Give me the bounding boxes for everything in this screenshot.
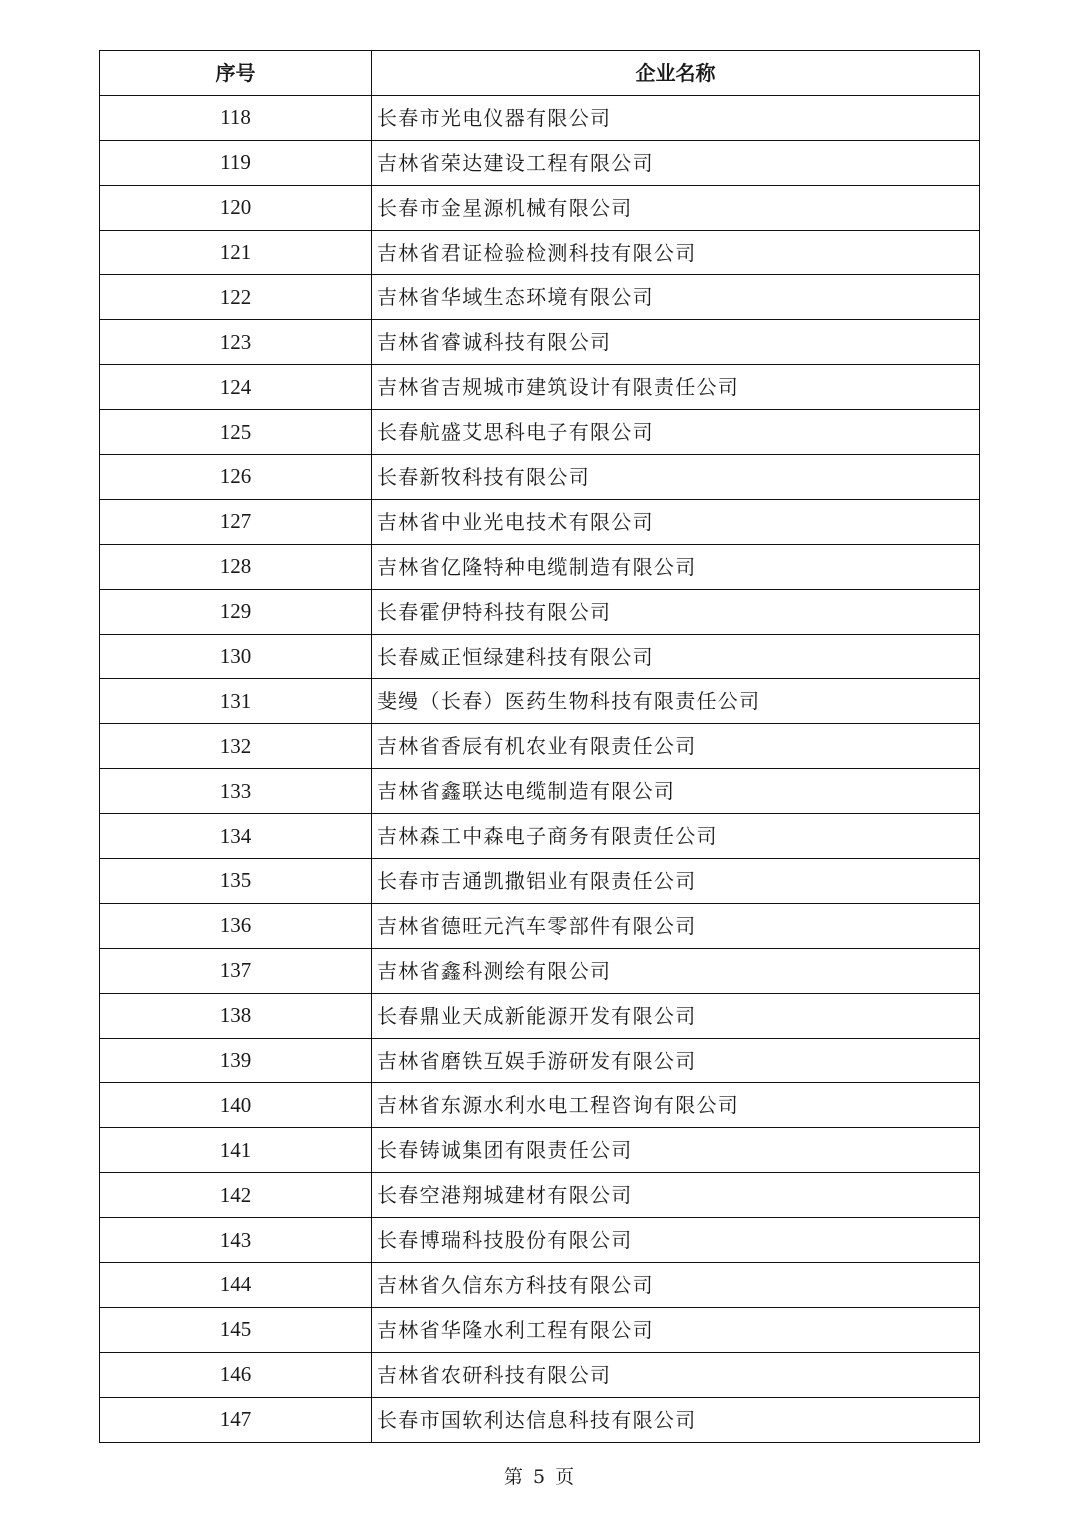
row-seq: 119 [100,140,372,185]
row-company-name: 吉林省华域生态环境有限公司 [372,275,980,320]
row-seq: 129 [100,589,372,634]
row-company-name: 吉林省君证检验检测科技有限公司 [372,230,980,275]
row-company-name: 长春霍伊特科技有限公司 [372,589,980,634]
table-row [100,1038,980,1083]
row-company-name: 长春市光电仪器有限公司 [372,95,980,140]
row-seq: 142 [100,1173,372,1218]
row-seq: 132 [100,724,372,769]
row-company-name: 吉林省磨铁互娱手游研发有限公司 [372,1038,980,1083]
table-row [100,185,980,230]
table-row [100,275,980,320]
table-row [100,634,980,679]
row-company-name: 吉林省农研科技有限公司 [372,1352,980,1397]
table-row [100,1083,980,1128]
row-company-name: 吉林省华隆水利工程有限公司 [372,1307,980,1352]
row-company-name: 吉林省香辰有机农业有限责任公司 [372,724,980,769]
table-row [100,903,980,948]
row-company-name: 长春空港翔城建材有限公司 [372,1173,980,1218]
table-row [100,589,980,634]
table-row [100,365,980,410]
table-row [100,769,980,814]
row-seq: 144 [100,1263,372,1308]
table-row [100,410,980,455]
table-header-row [100,51,980,96]
table-row [100,1128,980,1173]
row-seq: 124 [100,365,372,410]
row-company-name: 长春市吉通凯撒铝业有限责任公司 [372,859,980,904]
row-company-name: 斐缦（长春）医药生物科技有限责任公司 [372,679,980,724]
table-row [100,1218,980,1263]
table-row [100,1173,980,1218]
table-row [100,1307,980,1352]
table-row [100,993,980,1038]
table-row [100,455,980,500]
row-seq: 120 [100,185,372,230]
row-seq: 145 [100,1307,372,1352]
row-seq: 126 [100,455,372,500]
row-company-name: 吉林省睿诚科技有限公司 [372,320,980,365]
row-seq: 146 [100,1352,372,1397]
row-company-name: 长春铸诚集团有限责任公司 [372,1128,980,1173]
row-company-name: 长春市国软利达信息科技有限公司 [372,1397,980,1442]
row-seq: 137 [100,948,372,993]
row-seq: 131 [100,679,372,724]
row-company-name: 吉林省亿隆特种电缆制造有限公司 [372,544,980,589]
row-company-name: 长春市金星源机械有限公司 [372,185,980,230]
row-seq: 147 [100,1397,372,1442]
table-row [100,724,980,769]
table-row [100,499,980,544]
row-seq: 121 [100,230,372,275]
row-seq: 130 [100,634,372,679]
row-company-name: 吉林省吉规城市建筑设计有限责任公司 [372,365,980,410]
row-seq: 143 [100,1218,372,1263]
row-seq: 138 [100,993,372,1038]
row-seq: 125 [100,410,372,455]
row-company-name: 长春威正恒绿建科技有限公司 [372,634,980,679]
row-seq: 141 [100,1128,372,1173]
row-seq: 118 [100,95,372,140]
row-company-name: 长春航盛艾思科电子有限公司 [372,410,980,455]
row-seq: 136 [100,903,372,948]
row-seq: 139 [100,1038,372,1083]
row-company-name: 长春博瑞科技股份有限公司 [372,1218,980,1263]
row-company-name: 吉林省鑫科测绘有限公司 [372,948,980,993]
table-row [100,544,980,589]
row-seq: 135 [100,859,372,904]
row-company-name: 吉林森工中森电子商务有限责任公司 [372,814,980,859]
row-company-name: 吉林省久信东方科技有限公司 [372,1263,980,1308]
table-row [100,859,980,904]
row-seq: 122 [100,275,372,320]
row-company-name: 长春新牧科技有限公司 [372,455,980,500]
table-row [100,1352,980,1397]
table-row [100,95,980,140]
row-seq: 134 [100,814,372,859]
row-company-name: 吉林省东源水利水电工程咨询有限公司 [372,1083,980,1128]
page-number: 第 5 页 [503,1466,577,1488]
table-row [100,1263,980,1308]
header-company-name: 企业名称 [372,51,980,96]
table-row [100,140,980,185]
company-table [99,50,980,1443]
row-seq: 128 [100,544,372,589]
table-row [100,320,980,365]
row-seq: 140 [100,1083,372,1128]
table-row [100,814,980,859]
table-row [100,1397,980,1442]
row-company-name: 吉林省荣达建设工程有限公司 [372,140,980,185]
row-company-name: 长春鼎业天成新能源开发有限公司 [372,993,980,1038]
row-company-name: 吉林省鑫联达电缆制造有限公司 [372,769,980,814]
table-row [100,230,980,275]
row-seq: 133 [100,769,372,814]
row-seq: 123 [100,320,372,365]
table-row [100,679,980,724]
table-body [100,95,980,1442]
row-company-name: 吉林省德旺元汽车零部件有限公司 [372,903,980,948]
row-company-name: 吉林省中业光电技术有限公司 [372,499,980,544]
table-row [100,948,980,993]
row-seq: 127 [100,499,372,544]
header-seq: 序号 [100,51,372,96]
